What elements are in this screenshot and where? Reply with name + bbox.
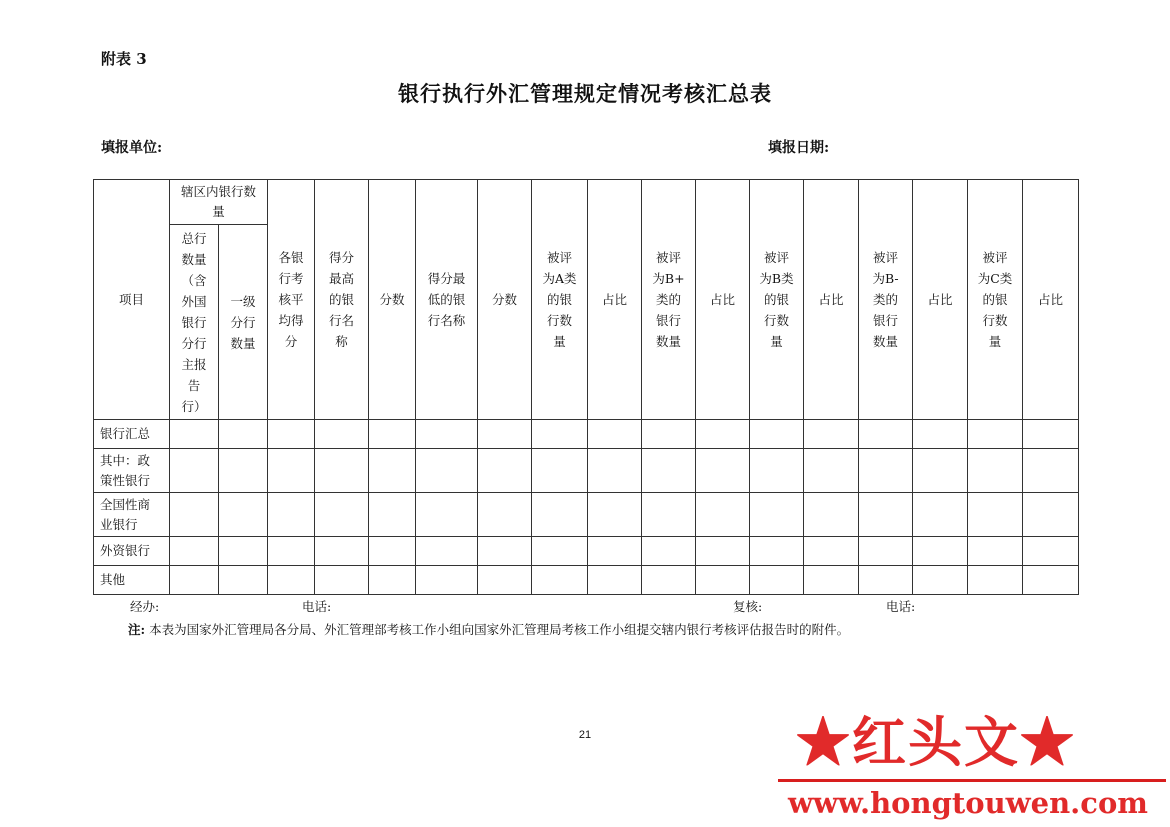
table-cell[interactable] [219, 493, 268, 537]
header-line: 数量 [656, 334, 682, 349]
table-cell[interactable] [804, 420, 859, 449]
header-class-c [968, 180, 1023, 420]
table-cell[interactable] [219, 449, 268, 493]
table-cell[interactable] [416, 566, 478, 595]
table-cell[interactable] [532, 566, 588, 595]
table-cell[interactable] [416, 537, 478, 566]
footnote-label: 注: [128, 622, 146, 637]
table-cell[interactable] [696, 420, 750, 449]
header-score-1: 分数 [369, 180, 416, 420]
table-cell[interactable] [369, 566, 416, 595]
header-first-branch-count [219, 225, 268, 420]
table-cell[interactable] [416, 420, 478, 449]
phone-label-1: 电话: [302, 599, 332, 614]
header-line: 为B+ [652, 271, 685, 286]
row-label: 外资银行 [94, 537, 170, 566]
table-cell[interactable] [913, 420, 968, 449]
table-cell[interactable] [268, 537, 315, 566]
header-score-2: 分数 [478, 180, 532, 420]
table-cell[interactable] [532, 493, 588, 537]
table-cell[interactable] [696, 493, 750, 537]
table-cell[interactable] [478, 420, 532, 449]
header-class-bminus [859, 180, 913, 420]
table-cell[interactable] [968, 449, 1023, 493]
table-cell[interactable] [750, 493, 804, 537]
header-line: 行数 [764, 313, 790, 328]
watermark-title: ★红头文★ [796, 710, 1076, 774]
table-cell[interactable] [968, 420, 1023, 449]
handler-label: 经办: [130, 599, 160, 614]
table-cell[interactable] [642, 537, 696, 566]
header-line: 分行 [181, 335, 207, 351]
table-cell[interactable] [170, 566, 219, 595]
header-line: 得分最 [427, 271, 466, 286]
reviewer-label: 复核: [733, 599, 763, 614]
table-cell[interactable] [478, 493, 532, 537]
header-line: 被评 [547, 250, 573, 265]
header-ratio-1: 占比 [588, 180, 642, 420]
header-lowest-bank [416, 180, 478, 420]
table-cell[interactable] [588, 449, 642, 493]
header-line: 为A类 [542, 271, 577, 286]
table-cell[interactable] [478, 566, 532, 595]
table-cell[interactable] [416, 449, 478, 493]
table-cell[interactable] [315, 566, 369, 595]
header-class-a [532, 180, 588, 420]
table-cell[interactable] [859, 420, 913, 449]
table-cell[interactable] [478, 449, 532, 493]
table-cell[interactable] [1023, 449, 1079, 493]
table-cell[interactable] [268, 449, 315, 493]
header-line: 告 [187, 377, 201, 393]
header-line: 银行 [656, 313, 682, 328]
header-line: 被评 [656, 250, 682, 265]
header-line: 为B类 [759, 271, 794, 286]
table-cell[interactable] [804, 493, 859, 537]
header-line: 数量 [873, 334, 899, 349]
table-cell[interactable] [315, 420, 369, 449]
table-cell[interactable] [1023, 537, 1079, 566]
watermark-divider [778, 779, 1166, 782]
table-cell[interactable] [859, 537, 913, 566]
row-label: 银行汇总 [94, 420, 170, 449]
table-cell[interactable] [804, 566, 859, 595]
header-line: 的银 [329, 292, 355, 307]
header-line: 最高 [329, 271, 355, 286]
table-cell[interactable] [913, 566, 968, 595]
table-cell[interactable] [696, 537, 750, 566]
table-cell[interactable] [696, 449, 750, 493]
header-line: 的银 [764, 292, 790, 307]
table-row [94, 449, 1079, 493]
header-line: 外国 [181, 293, 207, 309]
header-line: 为B- [872, 271, 899, 286]
table-cell[interactable] [968, 566, 1023, 595]
table-cell[interactable] [369, 537, 416, 566]
table-cell[interactable] [416, 493, 478, 537]
header-line: 分行 [230, 314, 256, 330]
table-cell[interactable] [369, 493, 416, 537]
table-cell[interactable] [642, 566, 696, 595]
header-class-b [750, 180, 804, 420]
table-cell[interactable] [170, 493, 219, 537]
header-line: 数量 [181, 251, 207, 267]
header-line: 得分 [329, 250, 355, 265]
header-item: 项目 [94, 180, 170, 420]
table-row [94, 537, 1079, 566]
table-cell[interactable] [804, 449, 859, 493]
table-cell[interactable] [804, 537, 859, 566]
header-line: 为C类 [977, 271, 1013, 286]
table-cell[interactable] [859, 493, 913, 537]
table-cell[interactable] [532, 420, 588, 449]
table-cell[interactable] [268, 493, 315, 537]
table-cell[interactable] [642, 420, 696, 449]
table-cell[interactable] [1023, 420, 1079, 449]
header-ratio-5: 占比 [1023, 180, 1079, 420]
table-cell[interactable] [750, 449, 804, 493]
header-line: 银行 [873, 313, 899, 328]
table-cell[interactable] [913, 537, 968, 566]
table-cell[interactable] [369, 420, 416, 449]
header-line: 行考 [278, 271, 304, 286]
header-line: 量 [553, 334, 566, 349]
header-line: 数量 [230, 335, 256, 351]
header-ratio-2: 占比 [696, 180, 750, 420]
table-cell[interactable] [588, 566, 642, 595]
header-line: 行名称 [427, 313, 466, 328]
table-cell[interactable] [750, 537, 804, 566]
table-cell[interactable] [315, 537, 369, 566]
header-line: 行） [181, 398, 207, 414]
table-cell[interactable] [219, 537, 268, 566]
page-title: 银行执行外汇管理规定情况考核汇总表 [398, 81, 772, 106]
header-line: 行名 [329, 313, 355, 328]
table-cell[interactable] [532, 449, 588, 493]
annex-label: 附表 3 [101, 50, 147, 68]
header-line: 银行 [181, 314, 207, 330]
header-highest-bank [315, 180, 369, 420]
header-class-bplus [642, 180, 696, 420]
table-cell[interactable] [859, 566, 913, 595]
header-line: 被评 [764, 250, 790, 265]
table-cell[interactable] [315, 493, 369, 537]
table-cell[interactable] [170, 449, 219, 493]
fill-unit-label: 填报单位: [101, 140, 163, 156]
header-ratio-4: 占比 [913, 180, 968, 420]
table-cell[interactable] [913, 493, 968, 537]
header-avg-score [268, 180, 315, 420]
table-cell[interactable] [588, 493, 642, 537]
header-line: （含 [181, 272, 207, 288]
table-cell[interactable] [219, 420, 268, 449]
table-cell[interactable] [315, 449, 369, 493]
header-line: 的银 [982, 292, 1008, 307]
watermark-url: www.hongtouwen.com [788, 786, 1148, 820]
row-label: 其他 [94, 566, 170, 595]
header-line: 类的 [873, 292, 899, 307]
table-cell[interactable] [642, 449, 696, 493]
table-cell[interactable] [268, 420, 315, 449]
header-line: 被评 [982, 250, 1008, 265]
table-row [94, 420, 1079, 449]
footnote-text: 本表为国家外汇管理局各分局、外汇管理部考核工作小组向国家外汇管理局考核工作小组提交辖内银行考核评估报告时的附件。 [149, 622, 850, 637]
table-cell[interactable] [696, 566, 750, 595]
header-line: 总行 [181, 230, 207, 246]
footnote [128, 620, 849, 638]
table-cell[interactable] [268, 566, 315, 595]
table-cell[interactable] [859, 449, 913, 493]
header-line: 一级 [230, 293, 256, 309]
table-cell[interactable] [642, 493, 696, 537]
header-ratio-3: 占比 [804, 180, 859, 420]
header-bank-count-group: 辖区内银行数量 [170, 180, 268, 225]
phone-label-2: 电话: [886, 599, 916, 614]
header-line: 主报 [181, 356, 207, 372]
header-line: 行数 [547, 313, 573, 328]
table-cell[interactable] [532, 537, 588, 566]
header-head-office-count [170, 225, 219, 420]
header-line: 均得 [278, 313, 304, 328]
header-line: 核平 [278, 292, 304, 307]
table-cell[interactable] [369, 449, 416, 493]
table-cell[interactable] [913, 449, 968, 493]
table-cell[interactable] [219, 566, 268, 595]
table-cell[interactable] [588, 537, 642, 566]
table-cell[interactable] [750, 420, 804, 449]
header-line: 量 [988, 334, 1002, 349]
summary-table [93, 179, 1079, 595]
row-label: 其中：政 策性银行 [94, 449, 170, 493]
row-label: 全国性商 业银行 [94, 493, 170, 537]
fill-date-label: 填报日期: [768, 140, 830, 156]
header-line: 的银 [547, 292, 573, 307]
table-cell[interactable] [588, 420, 642, 449]
table-cell[interactable] [170, 537, 219, 566]
header-line: 被评 [873, 250, 899, 265]
table-cell[interactable] [1023, 566, 1079, 595]
table-row [94, 566, 1079, 595]
table-row [94, 493, 1079, 537]
table-cell[interactable] [968, 493, 1023, 537]
header-line: 类的 [656, 292, 682, 307]
table-cell[interactable] [170, 420, 219, 449]
table-cell[interactable] [1023, 493, 1079, 537]
header-line: 称 [335, 334, 348, 349]
page-number: 21 [578, 729, 592, 741]
table-cell[interactable] [478, 537, 532, 566]
header-line: 各银 [278, 250, 304, 265]
header-line: 低的银 [427, 292, 466, 307]
table-cell[interactable] [968, 537, 1023, 566]
table-cell[interactable] [750, 566, 804, 595]
header-line: 分 [284, 334, 298, 349]
header-line: 量 [770, 334, 783, 349]
header-line: 行数 [982, 313, 1008, 328]
